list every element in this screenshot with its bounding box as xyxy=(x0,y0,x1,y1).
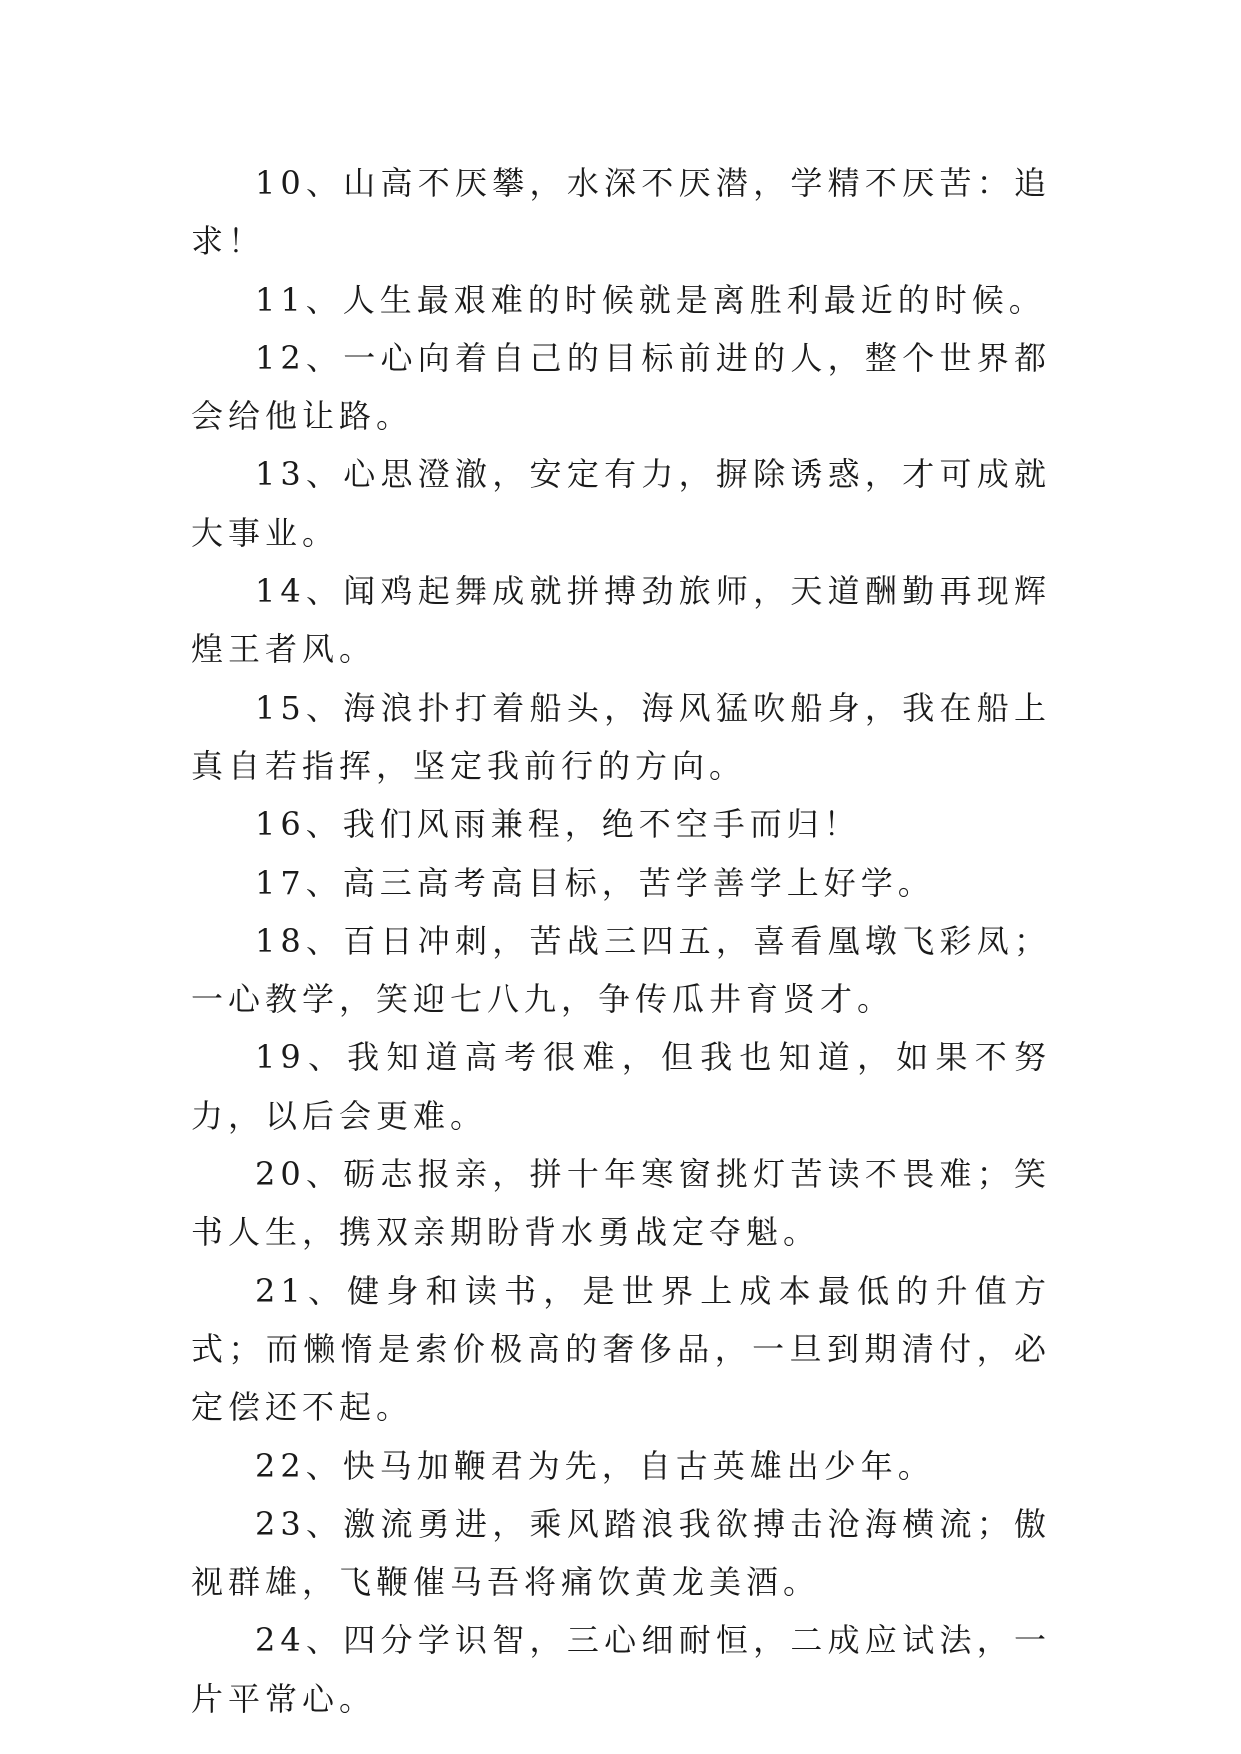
document-body xyxy=(191,154,1051,1728)
paragraph-22: 22、快马加鞭君为先，自古英雄出少年。 xyxy=(255,1446,935,1485)
paragraph-16: 16、我们风雨兼程，绝不空手而归！ xyxy=(255,805,861,844)
paragraph-24: 24、四分学识智，三心细耐恒，二成应试法，一片平常心。 xyxy=(191,1621,1051,1718)
paragraph-21: 21、健身和读书，是世界上成本最低的升值方式；而懒惰是索价极高的奢侈品，一旦到期清付，必定偿还不起。 xyxy=(191,1271,1051,1427)
paragraph-17: 17、高三高考高目标，苦学善学上好学。 xyxy=(255,863,935,902)
paragraph-11: 11、人生最艰难的时候就是离胜利最近的时候。 xyxy=(255,280,1046,319)
paragraph-13: 13、心思澄澈，安定有力，摒除诱惑，才可成就大事业。 xyxy=(191,455,1051,552)
paragraph-19: 19、我知道高考很难，但我也知道，如果不努力，以后会更难。 xyxy=(191,1038,1051,1135)
paragraph-20: 20、砺志报亲，拼十年寒窗挑灯苦读不畏难；笑书人生，携双亲期盼背水勇战定夺魁。 xyxy=(191,1155,1051,1252)
paragraph-12: 12、一心向着自己的目标前进的人，整个世界都会给他让路。 xyxy=(191,338,1051,436)
paragraph-14: 14、闻鸡起舞成就拼搏劲旅师，天道酬勤再现辉煌王者风。 xyxy=(191,572,1051,669)
paragraph-15: 15、海浪扑打着船头，海风猛吹船身，我在船上真自若指挥，坚定我前行的方向。 xyxy=(191,688,1051,785)
paragraph-18: 18、百日冲刺，苦战三四五，喜看凰墩飞彩凤；一心教学，笑迎七八九，争传瓜井育贤才。 xyxy=(191,921,1051,1019)
paragraph-10: 10、山高不厌攀，水深不厌潜，学精不厌苦：追求！ xyxy=(191,164,1051,261)
paragraph-23: 23、激流勇进，乘风踏浪我欲搏击沧海横流；傲视群雄，飞鞭催马吾将痛饮黄龙美酒。 xyxy=(191,1504,1051,1602)
